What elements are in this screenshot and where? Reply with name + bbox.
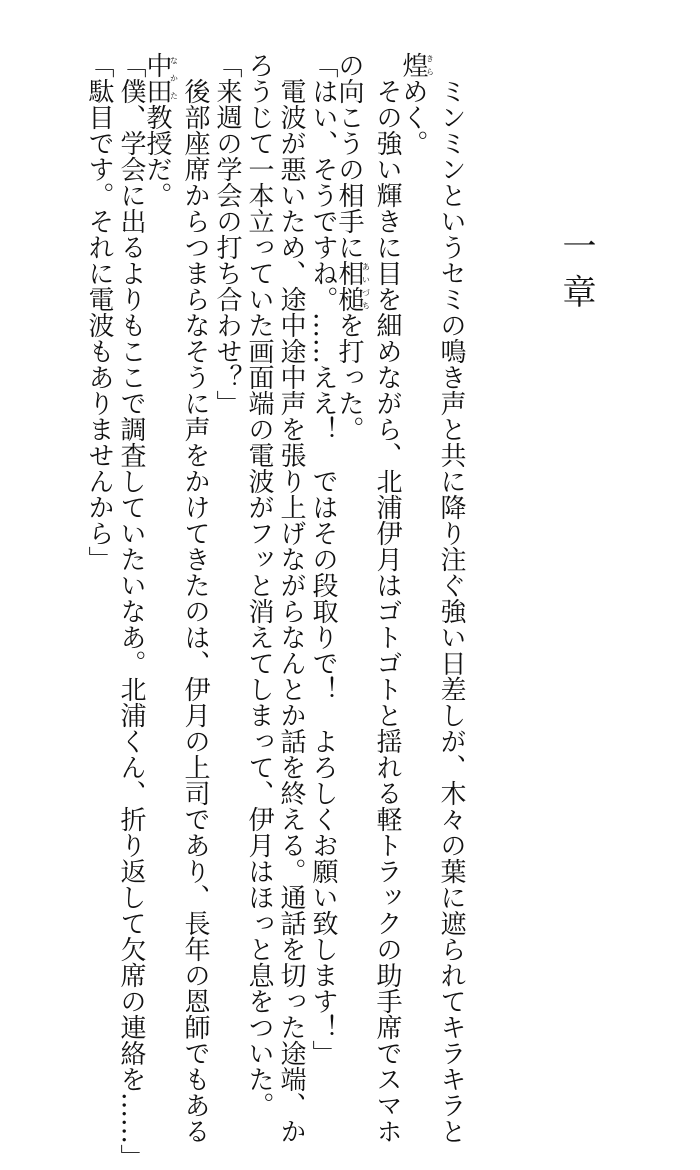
text-run: めく。	[398, 78, 428, 156]
text-run: を打った。	[334, 312, 364, 442]
text-column	[334, 52, 371, 982]
ruby-base: 煌	[398, 52, 428, 78]
text-column: 「駄目です。それに電波もありませんから」	[84, 52, 114, 572]
text-column: 「来週の学会の打ち合わせ？」	[212, 52, 242, 416]
ruby-base: 相槌	[334, 260, 364, 312]
text-column: ろうじて一本立っていた画面端の電波がフッと消えてしまって、伊月はほっと息をついた。	[244, 52, 274, 1118]
ruby-reading: なかた	[169, 52, 179, 104]
text-column: 後部座席からつまらなそうに声をかけてきたのは、伊月の上司であり、長年の恩師でもある	[180, 78, 210, 1144]
ruby-reading: あいづち	[361, 260, 371, 312]
text-run: の向こうの相手に	[334, 52, 364, 260]
ruby-base: 中田	[142, 52, 172, 104]
text-column: 電波が悪いため、途中途中声を張り上げながらなんとか話を終える。通話を切った途端、か	[276, 78, 306, 1144]
text-column: ミンミンというセミの鳴き声と共に降り注ぐ強い日差しが、木々の葉に遮られてキラキラと	[436, 78, 466, 1144]
chapter-title: 一章	[556, 228, 596, 320]
text-column: 「僕、学会に出るよりもここで調査していたいなあ。北浦くん、折り返して欠席の連絡を……」	[116, 52, 146, 1170]
ruby-reading: きら	[425, 52, 435, 78]
text-column	[142, 52, 179, 982]
text-column: 「はい、そうですね。……ええ！ ではその段取りで！ よろしくお願い致します！」	[308, 52, 338, 1066]
text-column: その強い輝きに目を細めながら、北浦伊月はゴトゴトと揺れる軽トラックの助手席でスマホ	[372, 78, 402, 1144]
text-run: 教授だ。	[142, 104, 172, 208]
text-column	[398, 52, 435, 982]
